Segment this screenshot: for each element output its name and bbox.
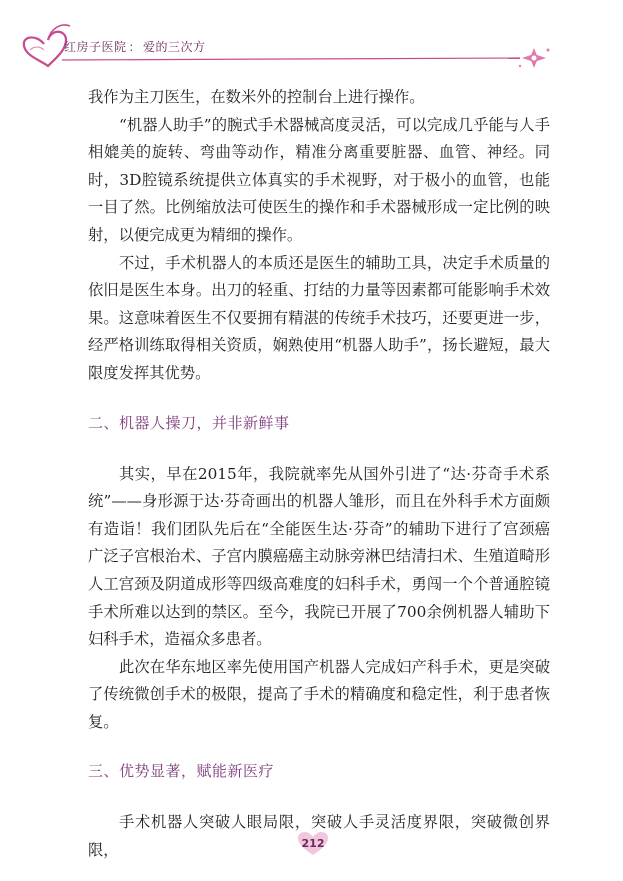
header-separator: ： <box>128 40 142 54</box>
page-number: 212 <box>301 837 325 850</box>
paragraph-3: 不过，手术机器人的本质还是医生的辅助工具，决定手术质量的依旧是医生本身。出刀的轻重、打结的力量等因素都可能影响手术效果。这意味着医生不仅要拥有精湛的传统手术技巧，还要更进一步，经严格训练取得相关资质，娴熟使用“机器人助手”，扬长避短，最大限度发挥其优势。 <box>88 253 550 382</box>
section-3-paragraph-1: 手术机器人突破人眼局限，突破人手灵活度界限，突破微创界限， <box>88 813 550 860</box>
section-heading-3: 三、优势显著，赋能新医疗 <box>88 762 275 781</box>
section-2-paragraph-2: 此次在华东地区率先使用国产机器人完成妇产科手术，更是突破了传统微创手术的极限，提高了手术的精确度和稳定性，利于患者恢复。 <box>88 657 550 731</box>
header-rule <box>62 58 520 60</box>
section-2-paragraph-1: 其实，早在2015年，我院就率先从国外引进了“达·芬奇手术系统”——身形源于达·芬奇画出的机器人雏形，而且在外科手术方面颇有造诣！我们团队先后在“全能医生达·芬奇”的辅助下进行了宫颈癌广泛子宫根治术、子宫内膜癌癌主动脉旁淋巴结清扫术、生殖道畸形人工宫颈及阴道成形等四级高难度的妇科手术，勇闯一个个普通腔镜手术所难以达到的禁区。至今，我院已开展了700余例机器人辅助下妇科手术，造福众多患者。 <box>88 464 550 649</box>
header-hospital-name: 红房子医院 <box>64 40 127 54</box>
body-text <box>88 84 550 865</box>
paragraph-2: “机器人助手”的腕式手术器械高度灵活，可以完成几乎能与人手相媲美的旋转、弯曲等动作，精准分离重要脏器、血管、神经。同时，3D腔镜系统提供立体真实的手术视野，对于极小的血管，也能一目了然。比例缩放法可使医生的操作和手术器械形成一定比例的映射，以便完成更为精细的操作。 <box>88 115 550 244</box>
header-title <box>64 38 206 55</box>
running-header <box>0 0 623 80</box>
sparkle-diamond-icon <box>519 48 550 68</box>
section-heading-2: 二、机器人操刀，并非新鲜事 <box>88 413 290 432</box>
paragraph-1: 我作为主刀医生，在数米外的控制台上进行操作。 <box>88 88 425 106</box>
page-number-badge <box>298 832 328 856</box>
header-book-title: 爱的三次方 <box>143 40 206 54</box>
